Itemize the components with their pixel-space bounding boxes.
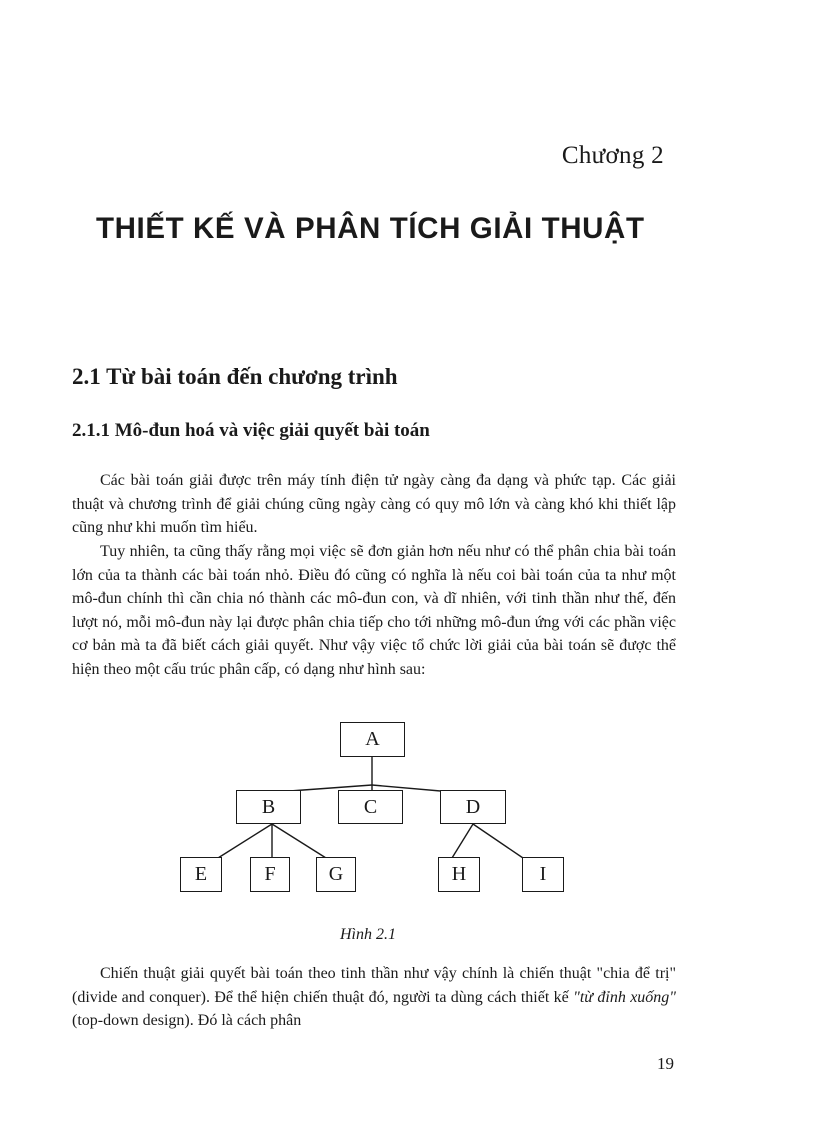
edge-d-i (473, 824, 523, 858)
node-h: H (438, 857, 480, 892)
node-i: I (522, 857, 564, 892)
paragraph-3-text-a: Chiến thuật giải quyết bài toán theo tinh thần như vậy chính là chiến thuật "chia để trị" (divide and conquer). Để thể hiện chiến thuật đó, người ta dùng cách thiết kế (72, 965, 676, 1006)
page-number: 19 (657, 1054, 674, 1073)
node-e: E (180, 857, 222, 892)
paragraph-3 (72, 962, 676, 1033)
node-c: C (338, 790, 403, 824)
paragraph-1: Các bài toán giải được trên máy tính điện tử ngày càng đa dạng và phức tạp. Các giải thuật và chương trình để giải chúng cũng ngày càng có quy mô lớn và càng khó khi thiết lập cũng như khi muốn tìm hiểu. (72, 472, 676, 536)
edge-b-e (218, 824, 272, 858)
node-a: A (340, 722, 405, 757)
edge-b-g (272, 824, 326, 858)
node-b: B (236, 790, 301, 824)
chapter-label: Chương 2 (561, 142, 664, 169)
edge-d-h (452, 824, 473, 858)
node-d: D (440, 790, 506, 824)
paragraph-2: Tuy nhiên, ta cũng thấy rằng mọi việc sẽ đơn giản hơn nếu như có thể phân chia bài toán lớn của ta thành các bài toán nhỏ. Điều đó cũng có nghĩa là nếu coi bài toán của ta như một mô-đun chính thì cần chia nó thành các mô-đun con, và dĩ nhiên, với tinh thần như thế, đến lượt nó, mỗi mô-đun này lại được phân chia tiếp cho tới những mô-đun ứng với các phần việc cơ bản mà ta đã biết cách giải quyết. Như vậy việc tổ chức lời giải của bài toán sẽ được thể hiện theo một cấu trúc phân cấp, có dạng như hình sau: (72, 543, 676, 678)
chapter-title: THIẾT KẾ VÀ PHÂN TÍCH GIẢI THUẬT (96, 212, 645, 245)
paragraph-3-emphasis: "từ đỉnh xuống" (573, 988, 677, 1006)
node-g: G (316, 857, 356, 892)
section-heading: 2.1 Từ bài toán đến chương trình (72, 364, 398, 389)
figure-caption: Hình 2.1 (340, 926, 396, 943)
paragraph-3-text-b: (top-down design). Đó là cách phân (72, 1012, 302, 1029)
edge-a-b (276, 785, 372, 792)
node-f: F (250, 857, 290, 892)
subsection-heading: 2.1.1 Mô-đun hoá và việc giải quyết bài toán (72, 420, 430, 441)
edge-a-d (372, 785, 452, 792)
